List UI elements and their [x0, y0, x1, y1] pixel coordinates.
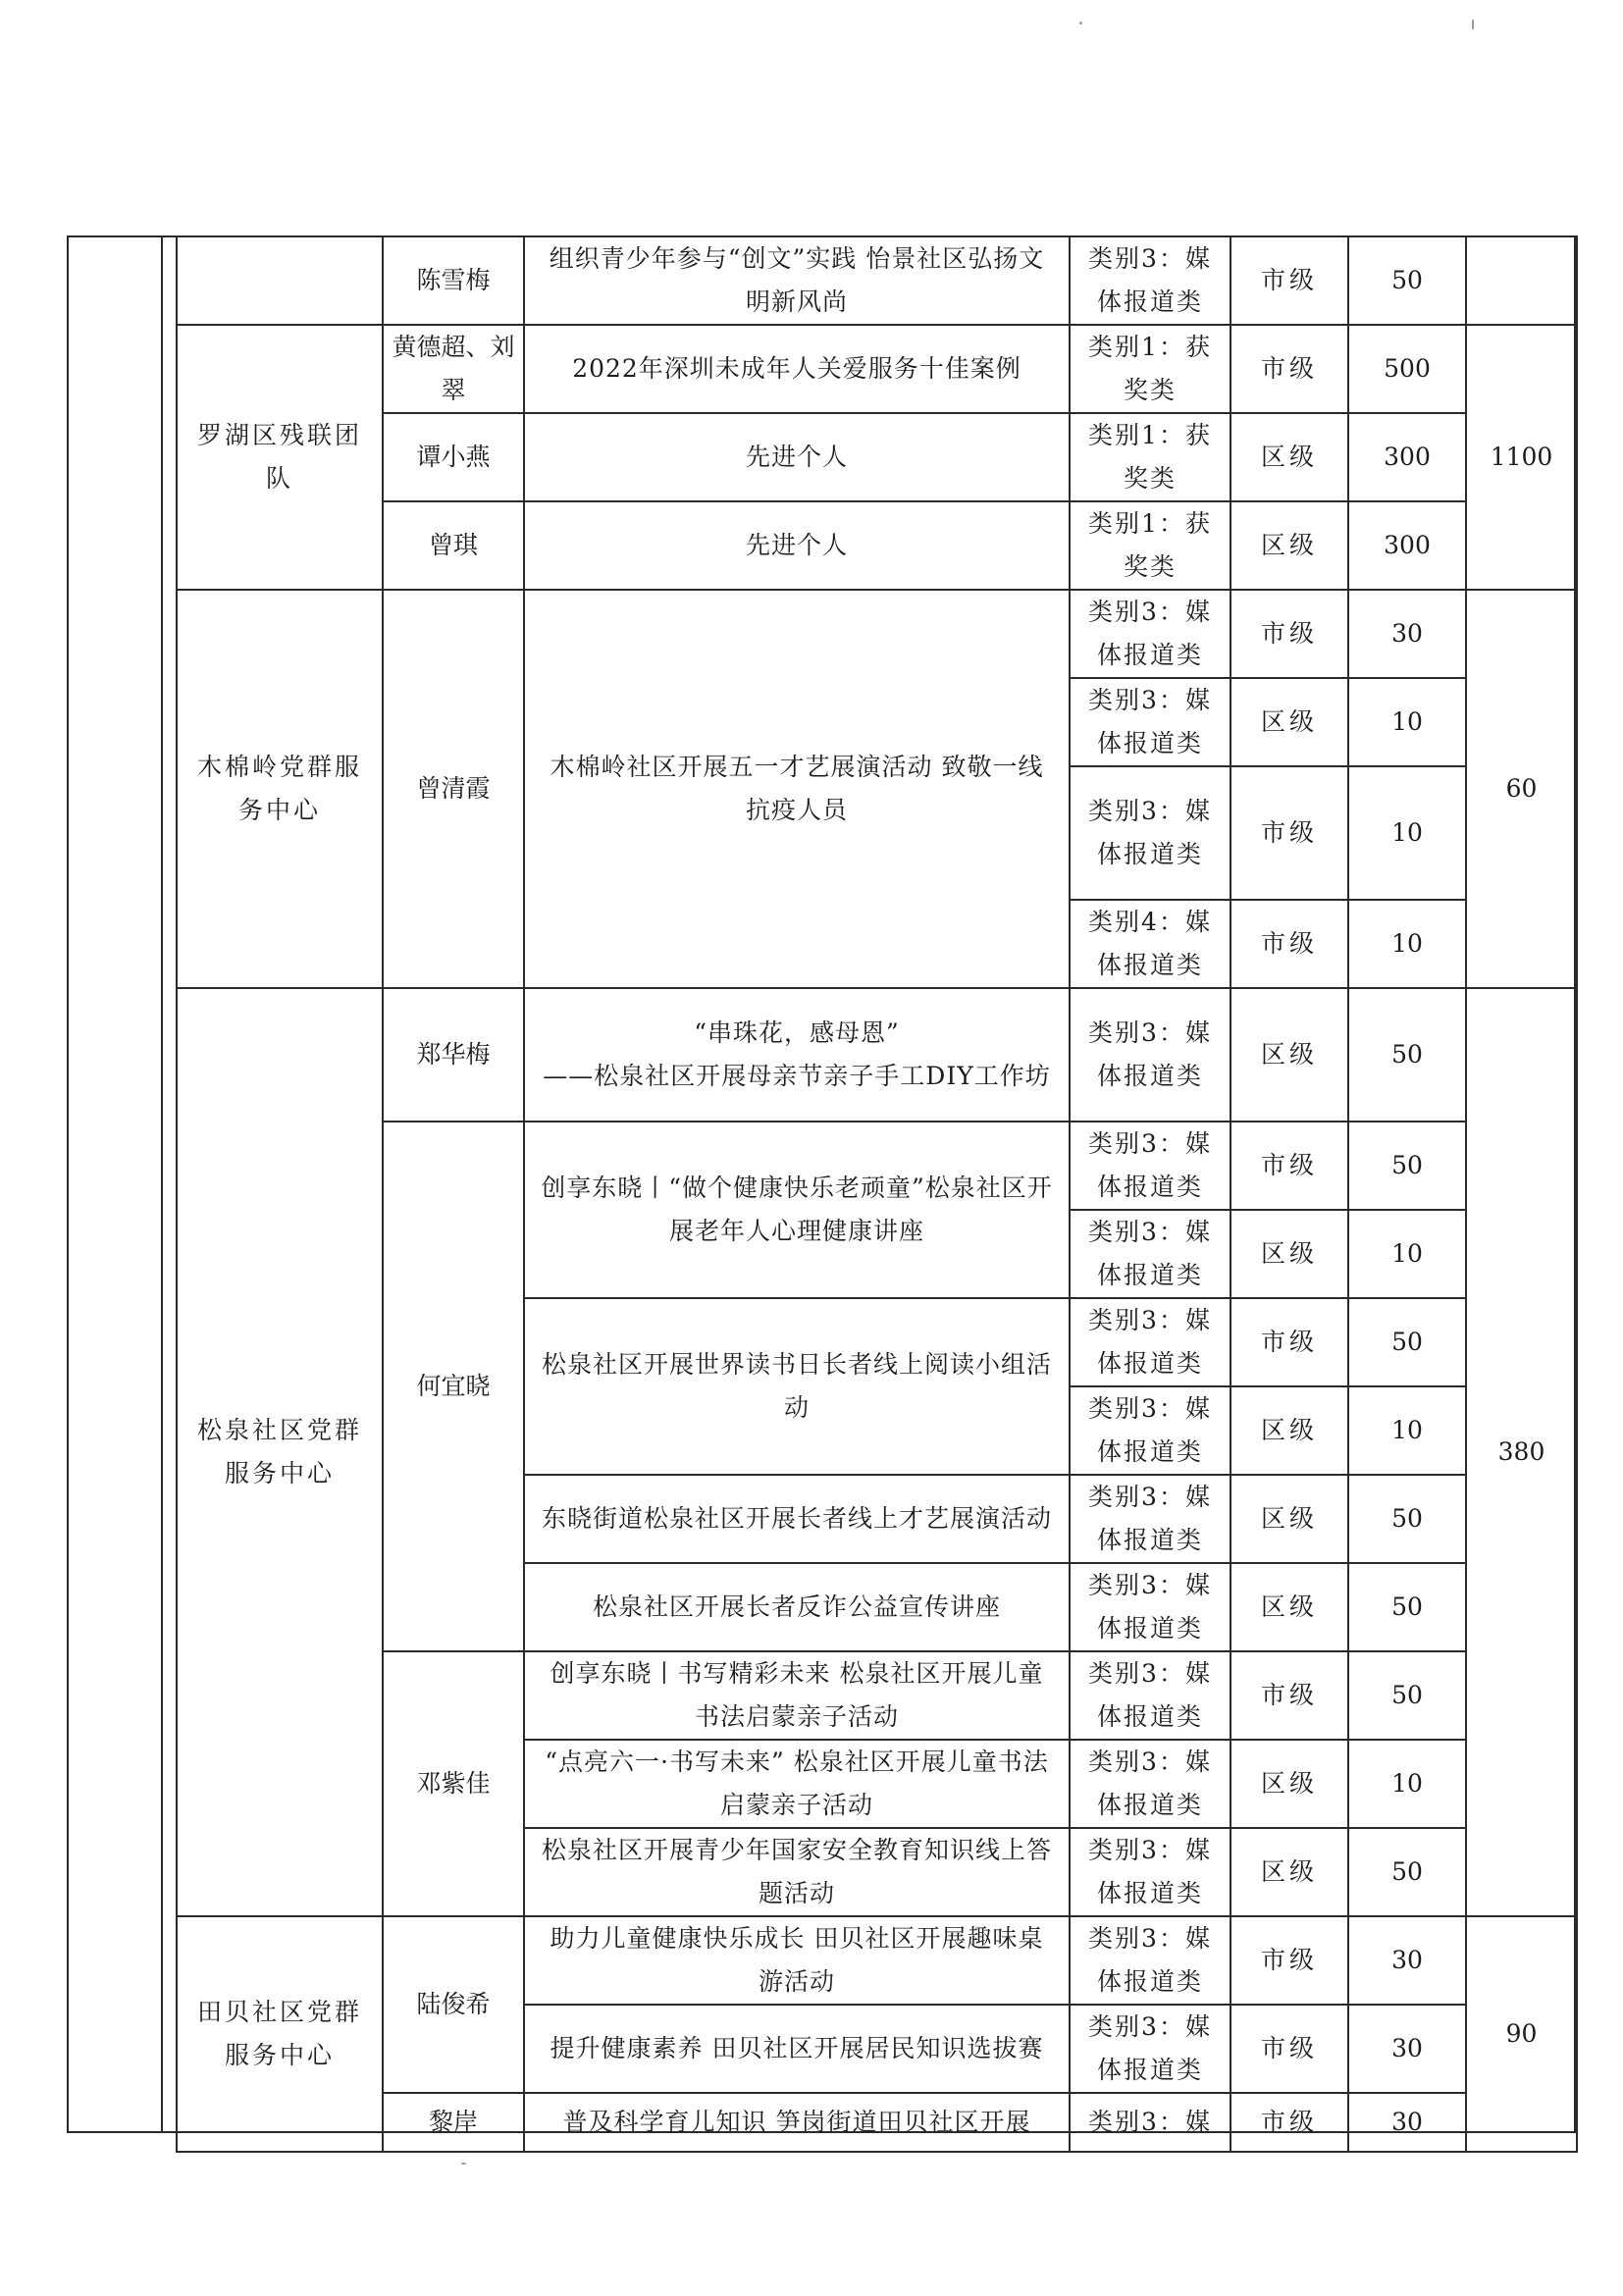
level-cell: 市级	[1230, 2093, 1348, 2152]
person-cell: 黄德超、刘翠	[383, 325, 524, 413]
title-cell: 2022年深圳未成年人关爱服务十佳案例	[524, 325, 1070, 413]
category-cell: 类别3：媒体报道类	[1070, 1916, 1230, 2005]
level-cell: 区级	[1230, 1475, 1348, 1563]
table-row	[177, 501, 1577, 590]
category-cell: 类别1：获奖类	[1070, 413, 1230, 501]
level-cell: 市级	[1230, 2005, 1348, 2093]
points-cell: 10	[1348, 1386, 1466, 1475]
points-cell: 30	[1348, 2093, 1466, 2152]
table-row	[177, 236, 1577, 325]
points-cell: 50	[1348, 1298, 1466, 1386]
level-cell: 市级	[1230, 1122, 1348, 1210]
points-cell: 30	[1348, 2005, 1466, 2093]
points-cell: 30	[1348, 590, 1466, 678]
title-line: ——松泉社区开展母亲节亲子手工DIY工作坊	[543, 1062, 1051, 1090]
title-cell: 提升健康素养 田贝社区开展居民知识选拔赛	[524, 2005, 1070, 2093]
points-cell: 10	[1348, 766, 1466, 900]
title-cell: 木棉岭社区开展五一才艺展演活动 致敬一线抗疫人员	[524, 590, 1070, 988]
first-column-divider	[161, 235, 163, 2133]
points-cell: 10	[1348, 1740, 1466, 1828]
person-cell: 何宜晓	[383, 1122, 524, 1651]
category-cell: 类别1：获奖类	[1070, 325, 1230, 413]
level-cell: 区级	[1230, 1740, 1348, 1828]
title-cell: 松泉社区开展青少年国家安全教育知识线上答题活动	[524, 1828, 1070, 1916]
points-cell: 50	[1348, 1563, 1466, 1651]
level-cell: 市级	[1230, 1916, 1348, 2005]
level-cell: 市级	[1230, 1298, 1348, 1386]
table-row	[177, 988, 1577, 1122]
category-cell: 类别3：媒体报道类	[1070, 1298, 1230, 1386]
level-cell: 区级	[1230, 501, 1348, 590]
table-row	[177, 2093, 1577, 2152]
level-cell: 市级	[1230, 590, 1348, 678]
level-cell: 市级	[1230, 766, 1348, 900]
title-cell: 组织青少年参与“创文”实践 怡景社区弘扬文明新风尚	[524, 236, 1070, 325]
category-cell: 类别3：媒体报道类	[1070, 1740, 1230, 1828]
category-cell: 类别3：媒体报道类	[1070, 1651, 1230, 1740]
title-cell: 助力儿童健康快乐成长 田贝社区开展趣味桌游活动	[524, 1916, 1070, 2005]
title-cell: 创享东晓丨书写精彩未来 松泉社区开展儿童书法启蒙亲子活动	[524, 1651, 1070, 1740]
category-cell: 类别1：获奖类	[1070, 501, 1230, 590]
org-cell: 田贝社区党群服务中心	[177, 1916, 383, 2152]
category-cell: 类别3：媒体报道类	[1070, 1828, 1230, 1916]
level-cell: 区级	[1230, 1386, 1348, 1475]
person-cell: 曾清霞	[383, 590, 524, 988]
table-row	[177, 1916, 1577, 2005]
level-cell: 区级	[1230, 988, 1348, 1122]
category-cell: 类别3：媒体报道类	[1070, 988, 1230, 1122]
category-cell: 类别4：媒体报道类	[1070, 900, 1230, 988]
title-cell: “点亮六一·书写未来” 松泉社区开展儿童书法启蒙亲子活动	[524, 1740, 1070, 1828]
level-cell: 区级	[1230, 1210, 1348, 1298]
title-line: “串珠花，感母恩”	[694, 1018, 900, 1047]
points-cell: 300	[1348, 501, 1466, 590]
table-row	[177, 590, 1577, 678]
points-cell: 500	[1348, 325, 1466, 413]
points-cell: 10	[1348, 1210, 1466, 1298]
category-cell: 类别3：媒体报道类	[1070, 1210, 1230, 1298]
person-cell: 郑华梅	[383, 988, 524, 1122]
scan-speck	[461, 2163, 466, 2165]
award-points-table	[176, 235, 1578, 2153]
total-cell: 1100	[1466, 325, 1577, 590]
title-cell: 先进个人	[524, 501, 1070, 590]
points-cell: 50	[1348, 1475, 1466, 1563]
points-cell: 300	[1348, 413, 1466, 501]
person-cell: 邓紫佳	[383, 1651, 524, 1916]
person-cell: 曾琪	[383, 501, 524, 590]
scan-speck	[1079, 22, 1082, 25]
level-cell: 区级	[1230, 1563, 1348, 1651]
category-cell: 类别3：媒体报道类	[1070, 2005, 1230, 2093]
points-cell: 50	[1348, 1828, 1466, 1916]
org-cell: 罗湖区残联团队	[177, 325, 383, 590]
points-cell: 10	[1348, 678, 1466, 766]
points-cell: 30	[1348, 1916, 1466, 2005]
person-cell: 黎岸	[383, 2093, 524, 2152]
category-cell: 类别3：媒体报道类	[1070, 1563, 1230, 1651]
category-cell: 类别3：媒体报道类	[1070, 1122, 1230, 1210]
org-cell	[177, 236, 383, 325]
title-cell: 东晓街道松泉社区开展长者线上才艺展演活动	[524, 1475, 1070, 1563]
total-cell: 90	[1466, 1916, 1577, 2152]
org-cell: 木棉岭党群服务中心	[177, 590, 383, 988]
level-cell: 区级	[1230, 1828, 1348, 1916]
person-cell: 谭小燕	[383, 413, 524, 501]
title-cell: 创享东晓丨“做个健康快乐老顽童”松泉社区开展老年人心理健康讲座	[524, 1122, 1070, 1298]
total-cell: 380	[1466, 988, 1577, 1916]
title-cell: 先进个人	[524, 413, 1070, 501]
level-cell: 市级	[1230, 325, 1348, 413]
points-cell: 50	[1348, 1651, 1466, 1740]
category-cell: 类别3：媒体报道类	[1070, 236, 1230, 325]
scan-speck	[1472, 20, 1474, 29]
table-row	[177, 1651, 1577, 1740]
level-cell: 区级	[1230, 678, 1348, 766]
category-cell: 类别3：媒体报道类	[1070, 766, 1230, 900]
points-cell: 50	[1348, 236, 1466, 325]
title-cell: 松泉社区开展世界读书日长者线上阅读小组活动	[524, 1298, 1070, 1475]
level-cell: 市级	[1230, 236, 1348, 325]
person-cell: 陈雪梅	[383, 236, 524, 325]
person-cell: 陆俊希	[383, 1916, 524, 2093]
points-cell: 50	[1348, 988, 1466, 1122]
org-cell: 松泉社区党群服务中心	[177, 988, 383, 1916]
level-cell: 区级	[1230, 413, 1348, 501]
title-cell: 普及科学育儿知识 笋岗街道田贝社区开展	[524, 2093, 1070, 2152]
table-row	[177, 325, 1577, 413]
title-cell	[524, 988, 1070, 1122]
category-cell: 类别3：媒体报道类	[1070, 678, 1230, 766]
table-row	[177, 413, 1577, 501]
level-cell: 市级	[1230, 1651, 1348, 1740]
points-cell: 10	[1348, 900, 1466, 988]
table-row	[177, 1122, 1577, 1210]
category-cell: 类别3：媒体报道类	[1070, 1475, 1230, 1563]
level-cell: 市级	[1230, 900, 1348, 988]
total-cell	[1466, 236, 1577, 325]
total-cell: 60	[1466, 590, 1577, 988]
category-cell: 类别3：媒体报道类	[1070, 1386, 1230, 1475]
points-cell: 50	[1348, 1122, 1466, 1210]
category-cell: 类别3：媒	[1070, 2093, 1230, 2152]
category-cell: 类别3：媒体报道类	[1070, 590, 1230, 678]
title-cell: 松泉社区开展长者反诈公益宣传讲座	[524, 1563, 1070, 1651]
